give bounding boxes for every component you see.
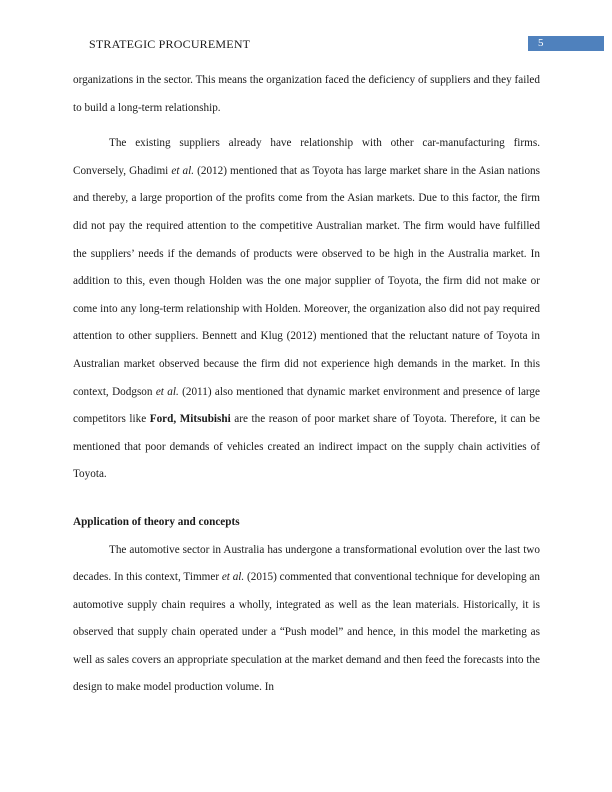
paragraph-continued: organizations in the sector. This means the organization faced the deficiency of suppliers and they failed to build a long-term relationship. bbox=[73, 74, 540, 114]
paragraph-suppliers bbox=[73, 130, 540, 489]
text-run: (2011) also mentioned that dynamic market environment and presence of large competitors like bbox=[73, 385, 540, 426]
italic-citation: et al. bbox=[171, 164, 195, 177]
bold-text: Ford, Mitsubishi bbox=[149, 413, 231, 426]
paragraph-automotive bbox=[73, 537, 540, 703]
text-run: (2015) commented that conventional technique for developing an automotive supply chain requires a wholly, integrated as well as the lean materials. Historically, it is observed that supply chain operated under a “Push model” and hence, in this model the marketing as well as sales covers an appropriate speculation at the market demand and then feed the forecasts into the design to make model production volume. In bbox=[73, 571, 540, 694]
italic-citation: et al. bbox=[221, 571, 245, 584]
text-run: The existing suppliers already have relationship with other car-manufacturing firms. Conversely, Ghadimi bbox=[73, 137, 540, 177]
page-number: 5 bbox=[528, 36, 604, 51]
text-run: are the reason of poor market share of Toyota. Therefore, it can be mentioned that poor demands of vehicles created an indirect impact on the supply chain activities of Toyota. bbox=[73, 413, 540, 481]
text-run: (2012) mentioned that as Toyota has large market share in the Asian nations and thereby, a large proportion of the profits come from the Asian markets. Due to this factor, the firm did not pay the required attention to the competitive Australian market. The firm would have fulfilled the suppliers’ needs if the demands of products were observed to be high in the Australia market. In addition to this, even though Holden was the one major supplier of Toyota, the firm did not make or come into any long-term relationship with Holden. Moreover, the organization also did not pay required attention to other suppliers. Bennett and Klug (2012) mentioned that the reluctant nature of Toyota in Australian market observed because the firm did not experience high demands in the market. In this context, Dodgson bbox=[73, 164, 540, 398]
running-header: STRATEGIC PROCUREMENT bbox=[89, 37, 251, 51]
italic-citation: et al. bbox=[155, 385, 179, 398]
document-body bbox=[73, 67, 540, 702]
text-run: The automotive sector in Australia has undergone a transformational evolution over the last two decades. In this context, Timmer bbox=[73, 543, 540, 584]
section-heading: Application of theory and concepts bbox=[73, 515, 240, 528]
